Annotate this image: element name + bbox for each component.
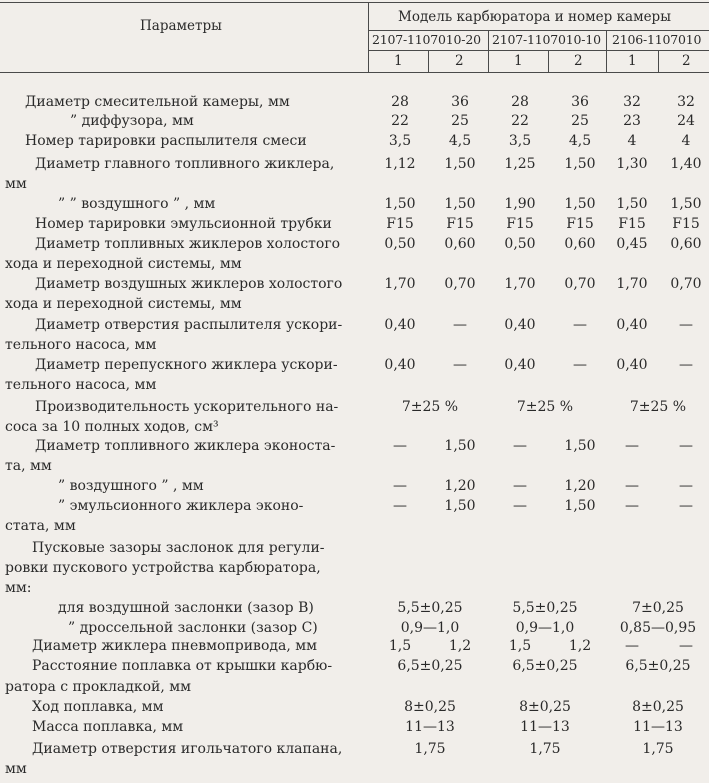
value-cell: 3,5 (388, 133, 412, 149)
table-row (0, 316, 709, 335)
value-cell-spanning: 0,9—1,0 (515, 620, 575, 636)
value-cell: 28 (511, 94, 529, 110)
value-cell: 0,40 (616, 317, 648, 333)
parameter-label: Диаметр отверстия распылителя ускори- (35, 317, 343, 333)
value-cell-spanning: 7±0,25 (632, 600, 684, 616)
value-cell: — (625, 498, 639, 514)
value-cell: — (625, 478, 639, 494)
value-cell: 23 (623, 113, 641, 129)
value-cell: 4 (627, 133, 637, 149)
table-row (0, 657, 709, 676)
value-cell: 3,5 (508, 133, 532, 149)
value-cell: 24 (677, 113, 695, 129)
value-cell: — (573, 317, 587, 333)
parameter-label: Масса поплавка, мм (32, 719, 184, 735)
chamber-number: 2 (574, 53, 583, 69)
parameter-label: ” диффузора, мм (70, 113, 194, 129)
chamber-divider-3 (658, 50, 659, 72)
value-cell-spanning: 8±0,25 (632, 699, 684, 715)
value-cell: — (573, 357, 587, 373)
table-row (0, 398, 709, 417)
parameter-label: Диаметр главного топливного жиклера, (35, 156, 335, 172)
parameter-label: Диаметр топливного жиклера эконоста- (35, 438, 336, 454)
table-row (0, 93, 709, 112)
model-name-3: 2106-1107010 (612, 32, 702, 47)
value-cell: — (393, 498, 407, 514)
table-row (0, 599, 709, 618)
value-cell: 1,25 (504, 156, 536, 172)
value-cell: F15 (618, 216, 646, 232)
parameter-label: мм: (5, 580, 32, 596)
value-cell-spanning: 6,5±0,25 (512, 658, 578, 674)
value-cell: 32 (677, 94, 695, 110)
value-cell: 4,5 (568, 133, 592, 149)
value-cell: 1,20 (444, 478, 476, 494)
parameter-label: Диаметр топливных жиклеров холостого (35, 236, 341, 252)
value-cell: 0,40 (384, 317, 416, 333)
table-row (0, 376, 709, 395)
value-cell: 1,50 (444, 438, 476, 454)
value-cell-spanning: 0,85—0,95 (619, 620, 697, 636)
value-cell: F15 (446, 216, 474, 232)
chamber-number: 1 (394, 53, 403, 69)
value-cell: F15 (672, 216, 700, 232)
value-cell: 1,50 (564, 438, 596, 454)
table-row (0, 559, 709, 578)
value-cell-spanning: 1,75 (642, 741, 674, 757)
value-cell: — (679, 438, 693, 454)
value-cell: 0,40 (504, 317, 536, 333)
value-cell: 1,50 (670, 196, 702, 212)
parameter-label: та, мм (5, 458, 52, 474)
parameter-label: Диаметр воздушных жиклеров холостого (35, 276, 343, 292)
value-cell: 1,5 (508, 638, 532, 654)
parameter-label: хода и переходной системы, мм (5, 296, 242, 312)
value-cell-spanning: 7±25 % (629, 399, 687, 415)
value-cell-spanning: 8±0,25 (519, 699, 571, 715)
model-name-1: 2107-1107010-20 (372, 32, 481, 47)
value-cell: — (513, 478, 527, 494)
parameter-label: Диаметр перепускного жиклера ускори- (35, 357, 338, 373)
value-cell: — (393, 478, 407, 494)
value-cell-spanning: 6,5±0,25 (625, 658, 691, 674)
table-row (0, 112, 709, 131)
value-cell: 36 (451, 94, 469, 110)
value-cell: F15 (566, 216, 594, 232)
parameter-label: Номер тарировки эмульсионной трубки (35, 216, 332, 232)
table-row (0, 698, 709, 717)
value-cell: 36 (571, 94, 589, 110)
value-cell-spanning: 11—13 (405, 719, 455, 735)
table-row (0, 336, 709, 355)
table-row (0, 132, 709, 151)
table-row (0, 457, 709, 476)
value-cell-spanning: 11—13 (633, 719, 683, 735)
value-cell: — (679, 317, 693, 333)
table-row (0, 215, 709, 234)
table-row (0, 718, 709, 737)
value-cell: 1,30 (616, 156, 648, 172)
value-cell-spanning: 8±0,25 (404, 699, 456, 715)
value-cell: 1,20 (564, 478, 596, 494)
value-cell: 0,70 (670, 276, 702, 292)
value-cell: 25 (451, 113, 469, 129)
parameter-label: ровки пускового устройства карбюратора, (5, 560, 321, 576)
value-cell: — (513, 438, 527, 454)
value-cell-spanning: 7±25 % (401, 399, 459, 415)
value-cell: 0,60 (670, 236, 702, 252)
value-cell: 1,2 (568, 638, 592, 654)
value-cell: 1,50 (444, 196, 476, 212)
value-cell: 1,50 (564, 498, 596, 514)
table-row (0, 740, 709, 759)
chamber-number: 2 (455, 53, 464, 69)
value-cell: — (393, 438, 407, 454)
value-cell: — (625, 438, 639, 454)
parameter-label: Пусковые зазоры заслонок для регули- (32, 540, 325, 556)
table-row (0, 637, 709, 656)
value-cell: 1,50 (616, 196, 648, 212)
model-name-2: 2107-1107010-10 (492, 32, 601, 47)
value-cell: F15 (386, 216, 414, 232)
model-divider-2 (606, 30, 607, 72)
value-cell: 32 (623, 94, 641, 110)
parameter-label: Диаметр смесительной камеры, мм (25, 94, 290, 110)
table-row (0, 155, 709, 174)
value-cell: 1,50 (384, 196, 416, 212)
parameter-label: ” ” воздушного ” , мм (58, 196, 216, 212)
chamber-number: 1 (628, 53, 637, 69)
chamber-divider-2 (548, 50, 549, 72)
table-row (0, 678, 709, 697)
value-cell: — (679, 478, 693, 494)
parameter-label: соса за 10 полных ходов, см³ (5, 419, 219, 435)
table-row (0, 579, 709, 598)
table-row (0, 235, 709, 254)
chamber-number: 2 (682, 53, 691, 69)
parameter-label: Ход поплавка, мм (32, 699, 164, 715)
value-cell: 1,70 (384, 276, 416, 292)
value-cell: 28 (391, 94, 409, 110)
value-cell-spanning: 5,5±0,25 (512, 600, 578, 616)
value-cell: — (453, 317, 467, 333)
table-row (0, 275, 709, 294)
table-row (0, 356, 709, 375)
parameter-label: Диаметр жиклера пневмопривода, мм (32, 638, 318, 654)
parameter-label: хода и переходной системы, мм (5, 256, 242, 272)
parameter-label: для воздушной заслонки (зазор B) (58, 600, 314, 616)
model-row-rule (368, 30, 709, 31)
parameter-label: тельного насоса, мм (5, 337, 157, 353)
value-cell: 0,45 (616, 236, 648, 252)
value-cell: 0,60 (444, 236, 476, 252)
value-cell: 0,70 (444, 276, 476, 292)
value-cell: — (679, 638, 693, 654)
value-cell: 1,50 (564, 196, 596, 212)
parameter-label: Расстояние поплавка от крышки карбю- (32, 658, 333, 674)
chamber-divider-1 (428, 50, 429, 72)
parameter-label: Диаметр отверстия игольчатого клапана, (32, 741, 343, 757)
value-cell: 0,60 (564, 236, 596, 252)
value-cell: 1,50 (564, 156, 596, 172)
value-cell: 1,2 (448, 638, 472, 654)
value-cell-spanning: 11—13 (520, 719, 570, 735)
parameter-label: ” эмульсионного жиклера эконо- (58, 498, 304, 514)
table-row (0, 195, 709, 214)
chamber-number: 1 (514, 53, 523, 69)
value-cell-spanning: 1,75 (414, 741, 446, 757)
table-row (0, 760, 709, 779)
value-cell: 4 (681, 133, 691, 149)
value-cell: 1,50 (444, 156, 476, 172)
value-cell: 1,70 (616, 276, 648, 292)
table-row (0, 175, 709, 194)
value-cell: 0,50 (384, 236, 416, 252)
parameter-label: стата, мм (5, 518, 76, 534)
params-divider (368, 2, 369, 72)
value-cell: 1,5 (388, 638, 412, 654)
table-row (0, 517, 709, 536)
value-cell: 25 (571, 113, 589, 129)
value-cell: — (513, 498, 527, 514)
value-cell: — (679, 357, 693, 373)
value-cell: 4,5 (448, 133, 472, 149)
value-cell: — (679, 498, 693, 514)
value-cell: F15 (506, 216, 534, 232)
table-row (0, 539, 709, 558)
table-row (0, 497, 709, 516)
table-row (0, 437, 709, 456)
parameter-label: ” дроссельной заслонки (зазор C) (68, 620, 318, 636)
value-cell: 1,40 (670, 156, 702, 172)
parameter-label: Номер тарировки распылителя смеси (25, 133, 307, 149)
value-cell: 1,70 (504, 276, 536, 292)
parameter-label: мм (5, 761, 27, 777)
value-cell: — (625, 638, 639, 654)
params-header: Параметры (140, 18, 222, 34)
value-cell: 1,50 (444, 498, 476, 514)
value-cell: 1,90 (504, 196, 536, 212)
value-cell-spanning: 5,5±0,25 (397, 600, 463, 616)
value-cell-spanning: 7±25 % (516, 399, 574, 415)
value-cell: 0,40 (616, 357, 648, 373)
value-cell-spanning: 0,9—1,0 (400, 620, 460, 636)
parameter-label: мм (5, 176, 27, 192)
value-cell-spanning: 1,75 (529, 741, 561, 757)
value-cell: 1,12 (384, 156, 416, 172)
table-row (0, 477, 709, 496)
table-row (0, 619, 709, 638)
parameter-label: Производительность ускорительного на- (35, 399, 339, 415)
table-row (0, 295, 709, 314)
value-cell: — (453, 357, 467, 373)
parameter-label: ” воздушного ” , мм (58, 478, 204, 494)
table-row (0, 255, 709, 274)
table-row (0, 418, 709, 437)
header-top-rule (0, 2, 709, 3)
model-header: Модель карбюратора и номер камеры (398, 9, 671, 25)
value-cell: 0,40 (384, 357, 416, 373)
value-cell: 0,40 (504, 357, 536, 373)
value-cell: 0,70 (564, 276, 596, 292)
model-divider-1 (488, 30, 489, 72)
value-cell-spanning: 6,5±0,25 (397, 658, 463, 674)
value-cell: 22 (391, 113, 409, 129)
value-cell: 22 (511, 113, 529, 129)
parameter-label: ратора с прокладкой, мм (5, 679, 192, 695)
value-cell: 0,50 (504, 236, 536, 252)
header-bottom-rule (0, 72, 709, 73)
parameter-label: тельного насоса, мм (5, 377, 157, 393)
